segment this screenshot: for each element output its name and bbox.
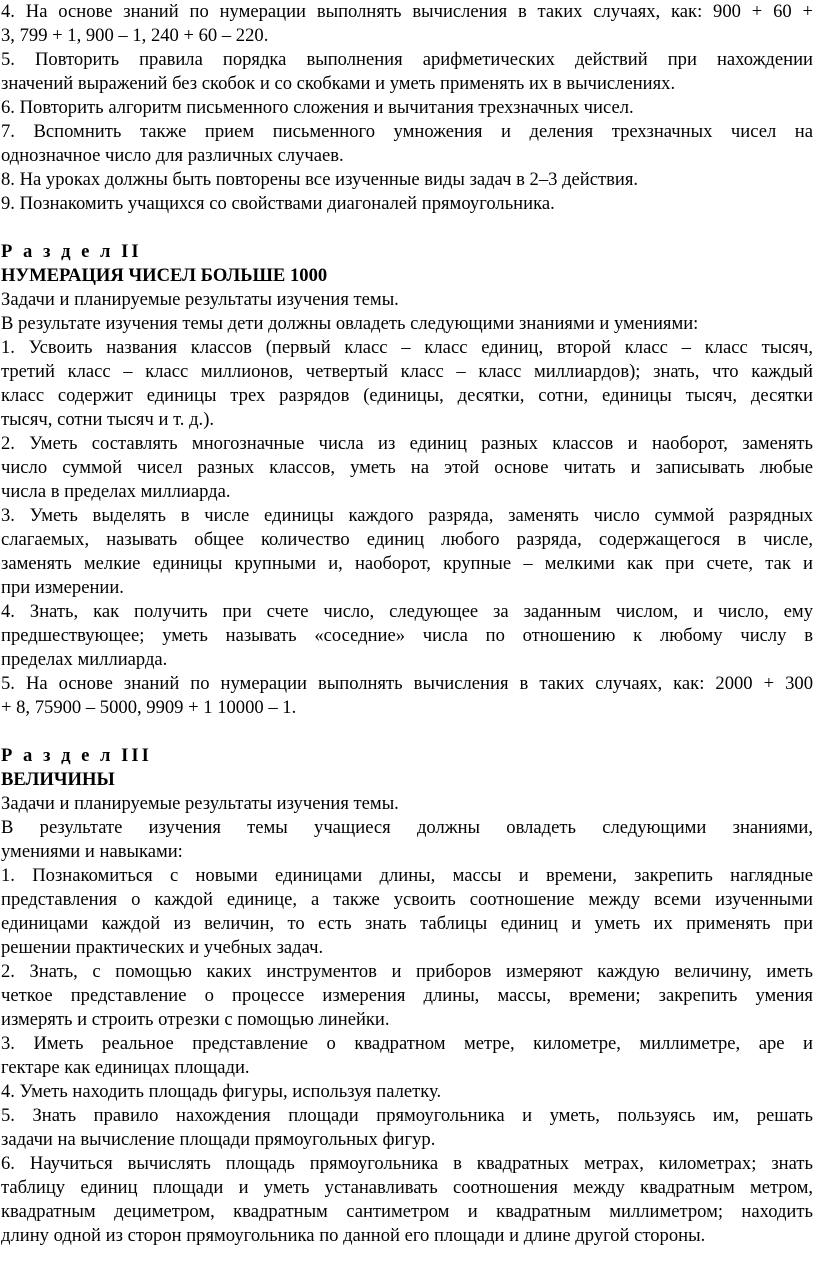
text-line: умениями и навыками:: [1, 841, 183, 862]
text-line: 3, 799 + 1, 900 – 1, 240 + 60 – 220.: [1, 25, 269, 46]
section-3-title: ВЕЛИЧИНЫ: [1, 769, 115, 790]
text-line: гектаре как единицах площади.: [1, 1057, 250, 1078]
list-item: [1, 192, 813, 216]
list-item: [1, 432, 813, 504]
text-line: 3. Иметь реальное представление о квадратном метре, километре, миллиметре, аре и: [1, 1033, 813, 1054]
text-line: 5. На основе знаний по нумерации выполнять вычисления в таких случаях, как: 2000 + 300: [1, 673, 813, 694]
list-item: [1, 1104, 813, 1152]
text-line: класс содержит единицы трех разрядов (единицы, десятки, сотни, единицы тысяч, десятки: [1, 385, 813, 406]
text-line: 9. Познакомить учащихся со свойствами диагоналей прямоугольника.: [1, 193, 555, 214]
text-line: длину одной из сторон прямоугольника по данной его площади и длине другой стороны.: [1, 1225, 706, 1246]
section-2-label: Р а з д е л II: [1, 241, 142, 262]
text-line: четкое представление о процессе измерения длины, массы, времени; закрепить умения: [1, 985, 813, 1006]
text-line: 2. Знать, с помощью каких инструментов и приборов измеряют каждую величину, иметь: [1, 961, 813, 982]
list-item: [1, 120, 813, 168]
text-line: заменять мелкие единицы крупными и, наоборот, крупные – мелкими как при счете, так и: [1, 553, 813, 574]
text-line: пределах миллиарда.: [1, 649, 168, 670]
text-line: тысяч, сотни тысяч и т. д.).: [1, 409, 215, 430]
list-item: [1, 864, 813, 960]
text-line: + 8, 75900 – 5000, 9909 + 1 10000 – 1.: [1, 697, 297, 718]
list-item: [1, 1032, 813, 1080]
section-3-label: Р а з д е л III: [1, 745, 152, 766]
text-line: 1. Познакомиться с новыми единицами длины, массы и времени, закрепить наглядные: [1, 865, 813, 886]
section-3-subtitle: Задачи и планируемые результаты изучения темы.: [1, 793, 399, 814]
text-line: единицами каждой из величин, то есть знать таблицы единиц и уметь их применять при: [1, 913, 813, 934]
list-item: [1, 672, 813, 720]
text-line: число суммой чисел разных классов, уметь на этой основе читать и записывать любые: [1, 457, 813, 478]
text-line: задачи на вычисление площади прямоугольных фигур.: [1, 1129, 436, 1150]
text-line: 4. Уметь находить площадь фигуры, используя палетку.: [1, 1081, 442, 1102]
text-line: таблицу единиц площади и уметь устанавливать соотношения между квадратным метром,: [1, 1177, 813, 1198]
list-item: [1, 1080, 813, 1104]
text-line: значений выражений без скобок и со скобками и уметь применять их в вычислениях.: [1, 73, 676, 94]
text-line: третий класс – класс миллионов, четвертый класс – класс миллиардов); знать, что каждый: [1, 361, 813, 382]
list-item: [1, 960, 813, 1032]
text-line: измерять и строить отрезки с помощью линейки.: [1, 1009, 390, 1030]
text-line: числа в пределах миллиарда.: [1, 481, 231, 502]
text-line: 1. Усвоить названия классов (первый класс – класс единиц, второй класс – класс тысяч,: [1, 337, 813, 358]
text-line: 6. Повторить алгоритм письменного сложения и вычитания трехзначных чисел.: [1, 97, 634, 118]
section-2-intro: [1, 312, 813, 336]
list-item: [1, 96, 813, 120]
list-item: [1, 600, 813, 672]
text-line: 5. Повторить правила порядка выполнения арифметических действий при нахождении: [1, 49, 813, 70]
text-line: слагаемых, называть общее количество единиц любого разряда, содержащегося в числе,: [1, 529, 813, 550]
list-item: [1, 168, 813, 192]
text-line: В результате изучения темы дети должны овладеть следующими знаниями и умениями:: [1, 313, 699, 334]
section-2-title: НУМЕРАЦИЯ ЧИСЕЛ БОЛЬШЕ 1000: [1, 265, 328, 286]
list-item: [1, 504, 813, 600]
text-line: 6. Научиться вычислять площадь прямоугольника в квадратных метрах, километрах; знать: [1, 1153, 813, 1174]
text-line: 4. Знать, как получить при счете число, следующее за заданным числом, и число, ему: [1, 601, 813, 622]
text-line: 2. Уметь составлять многозначные числа из единиц разных классов и наоборот, заменять: [1, 433, 813, 454]
section-3: [1, 744, 813, 1248]
spacer: [1, 216, 813, 240]
text-line: 5. Знать правило нахождения площади прямоугольника и уметь, пользуясь им, решать: [1, 1105, 813, 1126]
text-line: решении практических и учебных задач.: [1, 937, 324, 958]
list-item: [1, 1152, 813, 1248]
text-line: при измерении.: [1, 577, 124, 598]
section-3-items: [1, 864, 813, 1248]
text-line: В результате изучения темы учащиеся должны овладеть следующими знаниями,: [1, 817, 813, 838]
text-line: 7. Вспомнить также прием письменного умножения и деления трехзначных чисел на: [1, 121, 813, 142]
intro-list: [1, 0, 813, 216]
text-line: 8. На уроках должны быть повторены все изученные виды задач в 2–3 действия.: [1, 169, 639, 190]
list-item: [1, 48, 813, 96]
text-line: представления о каждой единице, а также усвоить соотношение между всеми изученными: [1, 889, 813, 910]
text-line: предшествующее; уметь называть «соседние» числа по отношению к любому числу в: [1, 625, 813, 646]
list-item: [1, 336, 813, 432]
section-2-subtitle: Задачи и планируемые результаты изучения темы.: [1, 289, 399, 310]
text-line: однозначное число для различных случаев.: [1, 145, 344, 166]
spacer: [1, 720, 813, 744]
text-line: 4. На основе знаний по нумерации выполнять вычисления в таких случаях, как: 900 + 60 +: [1, 1, 813, 22]
text-line: 3. Уметь выделять в числе единицы каждого разряда, заменять число суммой разрядных: [1, 505, 813, 526]
section-2-items: [1, 336, 813, 720]
section-2: [1, 240, 813, 720]
list-item: [1, 0, 813, 48]
text-line: квадратным дециметром, квадратным сантиметром и квадратным миллиметром; находить: [1, 1201, 813, 1222]
section-3-intro: [1, 816, 813, 864]
